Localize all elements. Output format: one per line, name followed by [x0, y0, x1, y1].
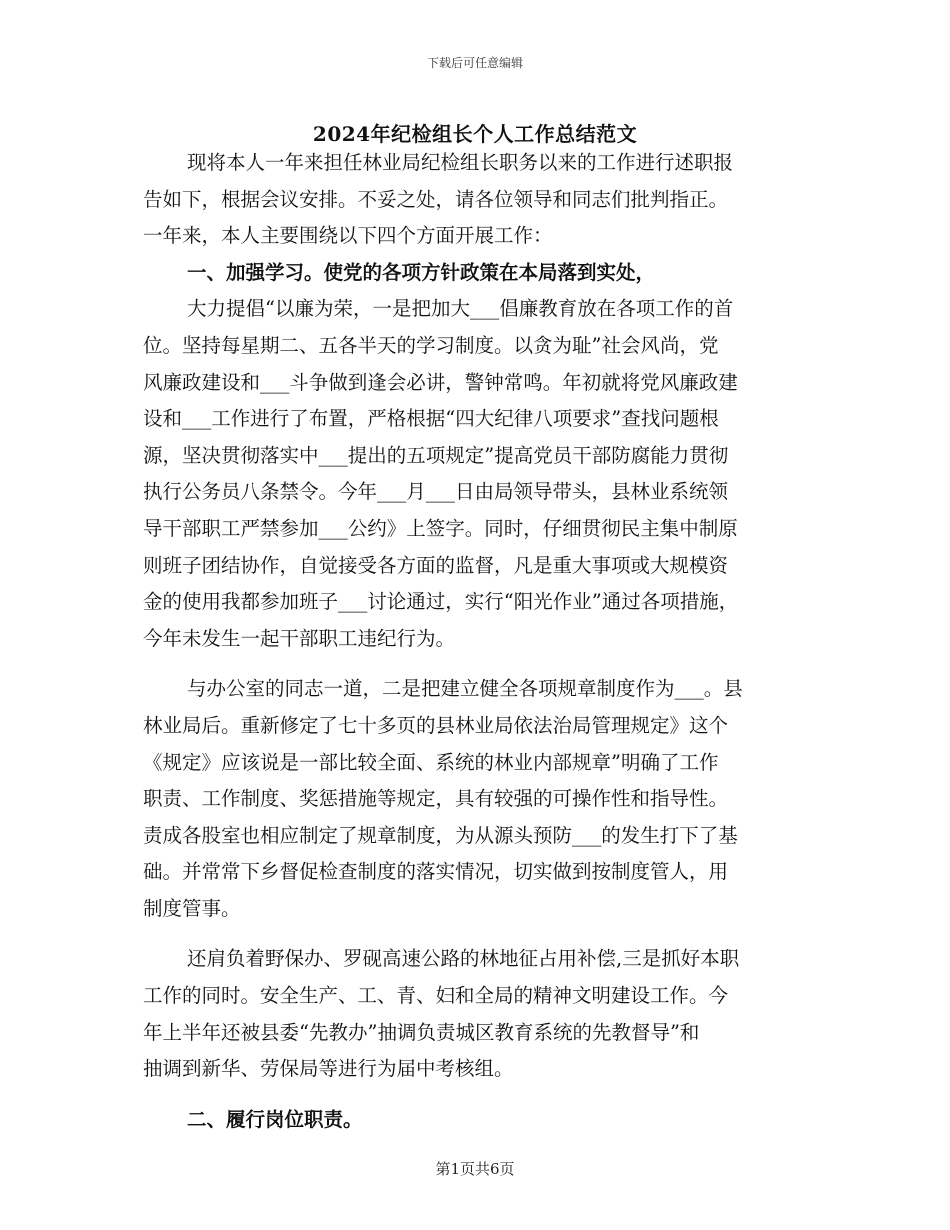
text-line: 年上半年还被县委“先教办”抽调负责城区教育系统的先教督导”和 — [143, 1020, 700, 1044]
section-heading-1: 一、加强学习。使党的各项方针政策在本局落到实处， — [187, 260, 656, 284]
text-line: 与办公室的同志一道，二是把建立健全各项规章制度作为___。县 — [187, 677, 743, 701]
document-title: 2024年纪检组长个人工作总结范文 — [312, 122, 638, 146]
text-line: 设和___工作进行了布置，严格根据“四大纪律八项要求”查找问题根 — [143, 407, 719, 431]
text-line: 今年未发生一起干部职工违纪行为。 — [143, 626, 456, 650]
text-line: 一年来，本人主要围绕以下四个方面开展工作： — [143, 224, 553, 248]
text-line: 工作的同时。安全生产、工、青、妇和全局的精神文明建设工作。今 — [143, 984, 729, 1008]
section-heading-2: 二、履行岗位职责。 — [187, 1107, 363, 1131]
text-line: 制度管事。 — [143, 896, 241, 920]
text-line: 位。坚持每星期二、五各半天的学习制度。以贪为耻”社会风尚，党 — [143, 333, 719, 357]
text-line: 执行公务员八条禁令。今年___月___日由局领导带头，县林业系统领 — [143, 480, 729, 504]
text-line: 《规定》应该说是一部比较全面、系统的林业内部规章”明确了工作 — [143, 750, 719, 774]
page-footer: 第1页共6页 — [435, 1160, 515, 1178]
text-line: 源，坚决贯彻落实中___提出的五项规定”提高党员干部防腐能力贯彻 — [143, 443, 729, 467]
text-line: 责成各股室也相应制定了规章制度，为从源头预防___的发生打下了基 — [143, 823, 738, 847]
text-line: 大力提倡“以廉为荣，一是把加大___倡廉教育放在各项工作的首 — [187, 297, 734, 321]
text-line: 还肩负着野保办、罗砚高速公路的林地征占用补偿,三是抓好本职 — [187, 947, 740, 971]
text-line: 林业局后。重新修定了七十多页的县林业局依法治局管理规定》这个 — [143, 713, 729, 737]
text-line: 则班子团结协作，自觉接受各方面的监督，凡是重大事项或大规模资 — [143, 553, 729, 577]
header-note: 下载后可任意编辑 — [426, 56, 523, 70]
text-line: 现将本人一年来担任林业局纪检组长职务以来的工作进行述职报 — [187, 151, 734, 174]
text-line: 导干部职工严禁参加___公约》上签字。同时，仔细贯彻民主集中制原 — [143, 516, 738, 540]
text-line: 抽调到新华、劳保局等进行为届中考核组。 — [143, 1057, 514, 1081]
text-line: 风廉政建设和___斗争做到逢会必讲，警钟常鸣。年初就将党风廉政建 — [143, 370, 738, 394]
text-line: 础。并常常下乡督促检查制度的落实情况，切实做到按制度管人，用 — [143, 860, 729, 884]
document-body — [143, 145, 813, 1138]
text-line: 职责、工作制度、奖惩措施等规定，具有较强的可操作性和指导性。 — [143, 787, 729, 811]
text-line: 金的使用我都参加班子___讨论通过，实行“阳光作业”通过各项措施， — [143, 590, 739, 614]
text-line: 告如下，根据会议安排。不妥之处，请各位领导和同志们批判指正。 — [143, 187, 729, 211]
